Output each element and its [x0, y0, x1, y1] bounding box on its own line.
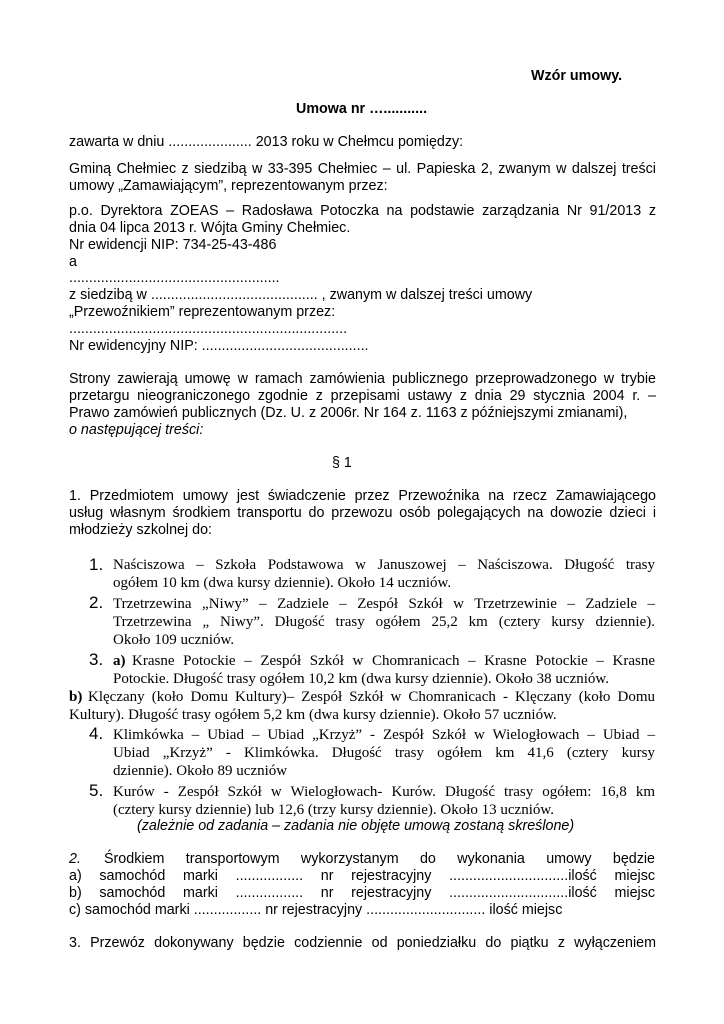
routes-note: (zależnie od zadania – zadania nie objęte umową zostaną skreślone): [137, 818, 575, 834]
route-3a-line-2: Potockie. Długość trasy ogółem 10,2 km (dwa kursy dziennie). Około 38 uczniów.: [113, 671, 610, 687]
carrier-nip-line: Nr ewidencyjny NIP: ..........................................: [69, 338, 369, 354]
route-5-number: 5.: [89, 781, 104, 800]
route-3-number: 3.: [89, 650, 104, 669]
route-5-line-1: Kurów - Zespół Szkół w Wielogłowach- Kurów. Długość trasy ogółem: 16,8 km: [113, 784, 655, 800]
route-1-number: 1.: [89, 555, 104, 574]
para2-line-1: Środkiem transportowym wykorzystanym do wykonania umowy będzie: [104, 851, 655, 867]
section-mark: § 1: [332, 455, 352, 471]
route-3a-line-1: Krasne Potockie – Zespół Szkół w Chomranicach – Krasne Potockie – Krasne: [132, 653, 655, 669]
blank-line-2: ......................................................................: [69, 321, 348, 337]
route-1-line-2: ogółem 10 km (dwa kursy dziennie). Około 14 uczniów.: [113, 575, 452, 591]
and-line: a: [69, 254, 77, 270]
route-4-number: 4.: [89, 724, 104, 743]
contract-title: Umowa nr …...........: [296, 101, 428, 117]
route-4-line-2: Ubiad „Krzyż” - Klimkówka. Długość trasy ogółem km 41,6 (cztery kursy: [113, 745, 655, 761]
para1-line-2: usług własnym środkiem transportu do przewozu osób polegających na dowozie dzieci i: [69, 505, 656, 521]
route-3b-label: b): [69, 689, 83, 705]
nip-line: Nr ewidencji NIP: 734-25-43-486: [69, 237, 277, 253]
concluded-line: zawarta w dniu ..................... 2013 roku w Chełmcu pomiędzy:: [69, 134, 464, 150]
route-1-line-1: Naściszowa – Szkoła Podstawowa w Januszowej – Naściszowa. Długość trasy: [113, 557, 655, 573]
carrier-line: „Przewoźnikiem” reprezentowanym przez:: [69, 304, 336, 320]
director-line-2: dnia 04 lipca 2013 r. Wójta Gminy Chełmiec.: [69, 220, 351, 236]
route-2-line-1: Trzetrzewina „Niwy” – Zadziele – Zespół Szkół w Trzetrzewinie – Zadziele –: [113, 596, 655, 612]
preamble-line-4: o następującej treści:: [69, 422, 204, 438]
para2-vehicle-a: a) samochód marki ................. nr rejestracyjny ..............................ilość miejsc: [69, 868, 655, 884]
seat-line: z siedzibą w .......................................... , zwanym w dalszej treści umowy: [69, 287, 533, 303]
blank-line-1: .....................................................: [69, 270, 280, 286]
preamble-line-1: Strony zawierają umowę w ramach zamówienia publicznego przeprowadzonego w trybie: [69, 371, 656, 387]
preamble-line-2: przetargu nieograniczonego zgodnie z przepisami ustawy z dnia 29 stycznia 2004 r. –: [69, 388, 656, 404]
para2-vehicle-b: b) samochód marki ................. nr rejestracyjny ..............................ilość miejsc: [69, 885, 655, 901]
route-4-line-1: Klimkówka – Ubiad – Ubiad „Krzyż” - Zespół Szkół w Wielogłowach – Ubiad –: [113, 727, 655, 743]
para2-vehicle-c: c) samochód marki ................. nr rejestracyjny .............................. ilość miejsc: [69, 902, 563, 918]
route-5-line-2: (cztery kursy dziennie) lub 12,6 (trzy kursy dziennie). Około 13 uczniów.: [113, 802, 554, 818]
para3-line-1: 3. Przewóz dokonywany będzie codziennie od poniedziałku do piątku z wyłączeniem: [69, 935, 656, 951]
route-3b-line-1: Klęczany (koło Domu Kultury)– Zespół Szkół w Chomranicach - Klęczany (koło Domu: [88, 689, 655, 705]
template-label: Wzór umowy.: [531, 68, 623, 84]
para1-line-3: młodzieży szkolnej do:: [69, 522, 213, 538]
route-2-number: 2.: [89, 593, 104, 612]
gmina-line-1: Gminą Chełmiec z siedzibą w 33-395 Chełmiec – ul. Papieska 2, zwanym w dalszej treści: [69, 161, 656, 177]
director-line-1: p.o. Dyrektora ZOEAS – Radosława Potoczka na podstawie zarządzania Nr 91/2013 z: [69, 203, 656, 219]
route-3b-line-2: Kultury). Długość trasy ogółem 5,2 km (dwa kursy dziennie). Około 57 uczniów.: [69, 707, 557, 723]
route-2-line-3: Około 109 uczniów.: [113, 632, 235, 648]
para2-number: 2.: [69, 851, 81, 867]
route-2-line-2: Trzetrzewina „ Niwy”. Długość trasy ogółem 25,2 km (cztery kursy dziennie).: [113, 614, 655, 630]
gmina-line-2: umowy „Zamawiającym”, reprezentowanym przez:: [69, 178, 388, 194]
route-3a-label: a): [113, 653, 126, 669]
para1-line-1: 1. Przedmiotem umowy jest świadczenie przez Przewoźnika na rzecz Zamawiającego: [69, 488, 656, 504]
preamble-line-3: Prawo zamówień publicznych (Dz. U. z 2006r. Nr 164 z. 1163 z późniejszymi zmianami),: [69, 405, 628, 421]
route-4-line-3: dziennie). Około 89 uczniów: [113, 763, 288, 779]
